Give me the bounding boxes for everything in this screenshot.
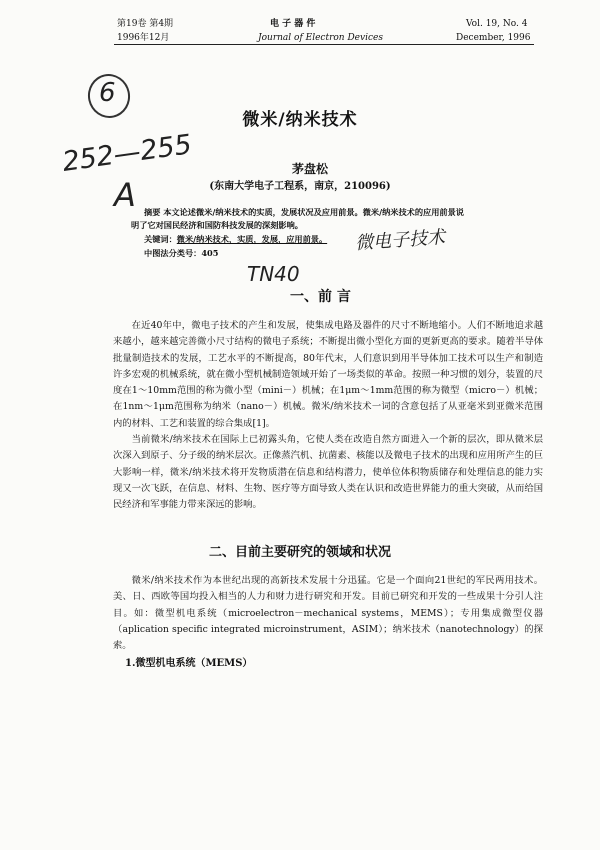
article-title: 微米/纳米技术: [242, 110, 358, 130]
section-1-paragraph-1: 在近40年中，微电子技术的产生和发展，使集成电路及器件的尺寸不断地缩小。人们不断地追求越来越小，越来越完善微小尺寸结构的微电子系统；不断提出微小型化方面的更新更高的要求。随着半导体批量制造技术的发展，工艺水平的不断提高，80年代末，人们意识到用半导体加工技术可以生产和制造许多宏观的机械系统，就在微小型机械制造领域开始了一场类似的革命。按照一种习惯的划分，装置的尺度在1～10mm范围的称为微小型（mini－）机械；在1μm～1mm范围的称为微型（micro－）机械；在1nm～1μm范围称为纳米（nano－）机械。微米/纳米技术一词的含意包括了从亚毫米到亚微米范围内的材料、工艺和装置的综合集成[1]。: [113, 320, 543, 429]
handwritten-page-range: 252—255: [60, 129, 194, 178]
header-journal-cn: 电 子 器 件: [270, 19, 316, 29]
handwritten-keyword-note: 微电子技术: [354, 226, 446, 255]
header-rule: [114, 44, 534, 45]
header-volume-cn: 第19卷 第4期: [117, 19, 174, 29]
header-journal-en: Journal of Electron Devices: [258, 33, 383, 43]
section-2-heading: 二、目前主要研究的领域和状况: [208, 545, 391, 560]
header-volume-en: Vol. 19, No. 4: [466, 19, 528, 29]
section-2-paragraph-1: 微米/纳米技术作为本世纪出现的高新技术发展十分迅猛。它是一个面向21世纪的军民两用技术。美、日、西欧等国均投入相当的人力和财力进行研究和开发。目前已研究和开发的一些成果十分引人注目。如：微型机电系统（microelectron－mechanical systems，MEMS）；专用集成微型仪器（aplication specific integrated microinstrument，ASIM）；纳米技术（nanotechnology）的探索。: [113, 575, 543, 652]
keywords-value: 微米/纳米技术，实质，发展，应用前景。: [176, 234, 328, 244]
section-1-body: [113, 318, 543, 514]
author-name: 茅盘松: [292, 162, 329, 176]
classification-number: 中图法分类号：405: [144, 248, 219, 258]
header-date-en: December, 1996: [456, 33, 531, 43]
keywords-label: 关键词：: [144, 234, 177, 244]
abstract-line-2: 明了它对国民经济和国防科技发展的深刻影响。: [131, 220, 303, 230]
keywords-line: [144, 233, 327, 246]
author-affiliation: (东南大学电子工程系，南京，210096): [209, 181, 391, 192]
section-1-paragraph-2: 当前微米/纳米技术在国际上已初露头角，它使人类在改造自然方面进入一个新的层次，即从微米层次深入到原子、分子级的纳米层次。正像蒸汽机、抗菌素、核能以及微电子技术的出现和应用所产生的巨大影响一样，微米/纳米技术将开发物质潜在信息和结构潜力，使单位体积物质储存和处理信息的能力实现又一次飞跃，在信息、材料、生物、医疗等方面导致人类在认识和改造世界能力的重大突破，从而给国民经济和军事能力带来深远的影响。: [113, 434, 543, 511]
handwritten-circled-number: 6: [99, 78, 116, 108]
handwritten-letter: A: [114, 176, 136, 214]
handwritten-class-note: TN40: [247, 262, 300, 286]
section-2-subheading: 1.微型机电系统（MEMS）: [125, 658, 253, 669]
header-date-cn: 1996年12月: [117, 33, 170, 43]
abstract-line-1: 摘要 本文论述微米/纳米技术的实质，发展状况及应用前景。微米/纳米技术的应用前景说: [144, 207, 464, 217]
section-1-heading: 一、前 言: [290, 289, 351, 305]
section-2-body: [113, 573, 543, 654]
